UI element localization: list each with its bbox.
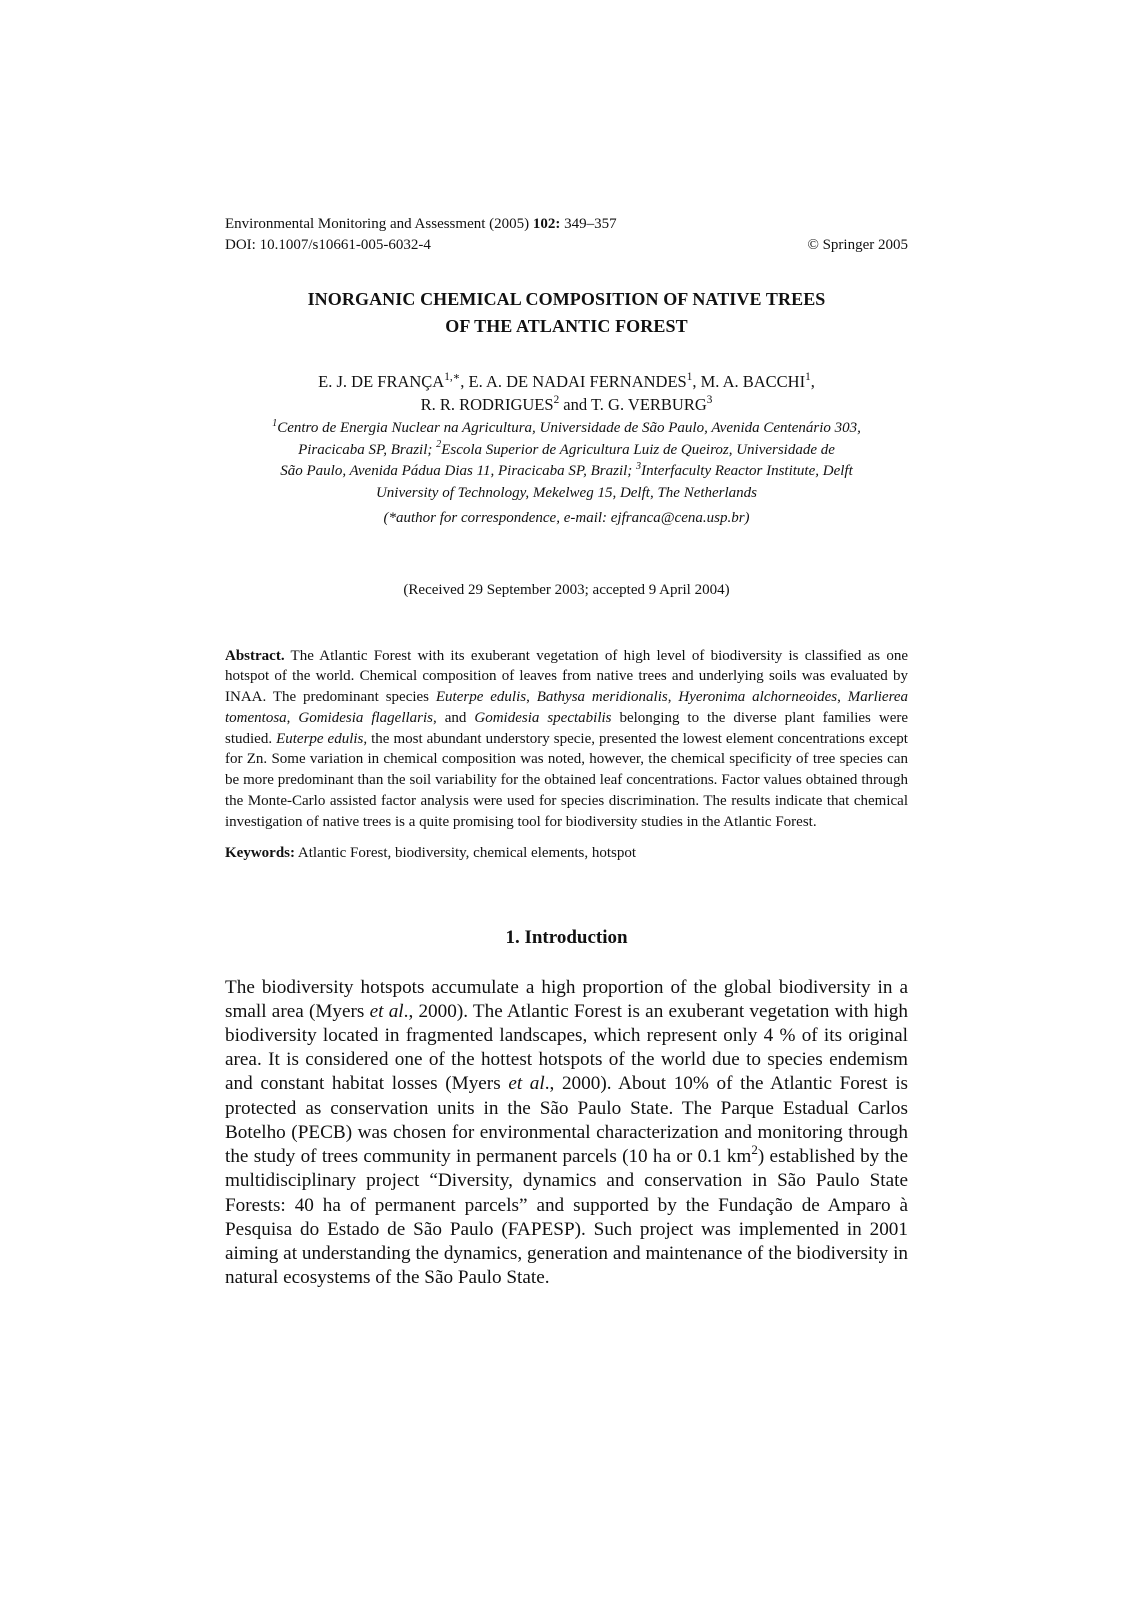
- species-name: Euterpe edulis: [276, 730, 364, 747]
- unit-exponent: 2: [751, 1142, 758, 1158]
- affiliation-text: Piracicaba SP, Brazil;: [298, 441, 437, 458]
- section-heading-introduction: 1. Introduction: [505, 926, 628, 948]
- abstract-text: , and: [433, 709, 475, 726]
- author-line-1: [225, 370, 908, 393]
- author-list: [225, 370, 908, 416]
- journal-citation-line: [225, 214, 908, 235]
- journal-pages: 349–357: [560, 216, 617, 232]
- paper-title-line-1: INORGANIC CHEMICAL COMPOSITION OF NATIVE TREES: [307, 289, 826, 309]
- body-text: The biodiversity hotspots accumulate a high proportion of the global biodiversity in a small area (Myers: [225, 976, 908, 1022]
- paper-title-line-2: OF THE ATLANTIC FOREST: [445, 316, 688, 336]
- abstract-text: , the most abundant understory specie, presented the lowest element concentrations except for Zn. Some variation in chemical composition was noted, however, the chemical specificity of tree species can be more predominant than the soil variability for the obtained leaf concentrations. Factor values obtained through the Monte-Carlo assisted factor analysis were used for species discrimination. The results indicate that chemical investigation of native trees is a quite promising tool for biodiversity studies in the Atlantic Forest.: [225, 730, 908, 830]
- author-separator: ,: [810, 372, 815, 391]
- affiliation-mark: 2: [436, 439, 442, 450]
- journal-volume: 102:: [532, 216, 561, 232]
- keywords: [225, 843, 908, 863]
- copyright: © Springer 2005: [807, 237, 908, 253]
- received-dates: (Received 29 September 2003; accepted 9 April 2004): [403, 581, 730, 598]
- abstract-label: Abstract.: [225, 647, 285, 664]
- author-name: , E. A. DE NADAI FERNANDES: [460, 372, 687, 391]
- doi-line: [225, 235, 908, 256]
- journal-citation: [225, 214, 617, 235]
- author-name: , M. A. BACCHI: [692, 372, 806, 391]
- affiliation-text: Interfaculty Reactor Institute, Delft: [641, 463, 853, 479]
- doi: DOI: 10.1007/s10661-005-6032-4: [225, 237, 431, 253]
- paper-title: [225, 286, 908, 340]
- abstract-text: ,: [837, 689, 848, 706]
- species-name: Marlierea tomentosa: [225, 689, 909, 726]
- affiliation-text: Escola Superior de Agricultura Luiz de Queiroz, Universidade de: [441, 441, 835, 458]
- correspondence-email: (*author for correspondence, e-mail: ejfranca@cena.usp.br): [383, 510, 750, 526]
- species-name: Gomidesia flagellaris: [298, 709, 434, 726]
- body-text: ) established by the multidisciplinary project “Diversity, dynamics and conservation in São Paulo State Forests: 40 ha of permanent parcels” and supported by the Fundação de Amparo à Pesquisa do Estado de São Paulo (FAPESP). Such project was implemented in 2001 aiming at understanding the dynamics, generation and maintenance of the biodiversity in natural ecosystems of the São Paulo State.: [225, 1146, 908, 1289]
- affiliation-line: [225, 440, 908, 462]
- journal-header: [225, 214, 908, 256]
- keywords-label: Keywords:: [225, 844, 295, 861]
- body-text: ., 2000). The Atlantic Forest is an exuberant vegetation with high biodiversity located in fragmented landscapes, which represent only 4 % of its original area. It is considered one of the hottest hotspots of the world due to species endemism and constant habitat losses (Myers: [225, 1000, 908, 1095]
- author-name: R. R. RODRIGUES: [420, 395, 554, 414]
- author-affiliation-mark: 1,∗: [444, 370, 461, 383]
- citation-etal: et al: [508, 1073, 545, 1095]
- author-affiliation-mark: 3: [706, 393, 713, 406]
- body-text: ., 2000). About 10% of the Atlantic Forest is protected as conservation units in the São Paulo State. The Parque Estadual Carlos Botelho (PECB) was chosen for environmental characterization and monitoring through the study of trees community in permanent parcels (10 ha or 0.1 km: [225, 1073, 908, 1168]
- abstract-text: ,: [667, 689, 679, 706]
- abstract-text: belonging to the diverse plant families were studied.: [225, 709, 908, 747]
- affiliation-line: [225, 418, 908, 440]
- author-affiliation-mark: 1: [686, 370, 693, 383]
- affiliation-mark: 3: [636, 460, 642, 472]
- keywords-text: Atlantic Forest, biodiversity, chemical elements, hotspot: [295, 844, 637, 861]
- author-name: E. J. DE FRANÇA: [318, 372, 445, 391]
- citation-etal: et al: [369, 1000, 404, 1022]
- abstract-text: ,: [286, 709, 299, 726]
- affiliations: [225, 418, 908, 530]
- author-affiliation-mark: 1: [805, 370, 811, 383]
- affiliation-text: Centro de Energia Nuclear na Agricultura, Universidade de São Paulo, Avenida Centenário 303,: [277, 420, 861, 436]
- introduction-paragraph: [225, 976, 908, 1291]
- affiliation-line: [225, 461, 908, 483]
- species-name: Gomidesia spectabilis: [474, 709, 612, 726]
- abstract-text: ,: [526, 689, 537, 706]
- species-name: Euterpe edulis: [435, 689, 527, 706]
- affiliation-line: University of Technology, Mekelweg 15, Delft, The Netherlands: [375, 484, 758, 501]
- author-line-2: [225, 393, 908, 416]
- abstract-text: The Atlantic Forest with its exuberant vegetation of high level of biodiversity is classified as one hotspot of the world. Chemical composition of leaves from native trees and underlying soils was evaluated by INAA. The predominant species: [225, 647, 908, 706]
- species-name: Hyeronima alchorneoides: [678, 689, 838, 706]
- author-name: and T. G. VERBURG: [559, 395, 707, 414]
- species-name: Bathysa meridionalis: [536, 689, 668, 706]
- paper-page: [225, 214, 908, 1290]
- affiliation-text: São Paulo, Avenida Pádua Dias 11, Piracicaba SP, Brazil;: [280, 463, 637, 479]
- affiliation-mark: 1: [272, 417, 278, 429]
- author-affiliation-mark: 2: [553, 393, 560, 406]
- abstract: [225, 646, 908, 833]
- journal-name: Environmental Monitoring and Assessment (2005): [225, 216, 533, 232]
